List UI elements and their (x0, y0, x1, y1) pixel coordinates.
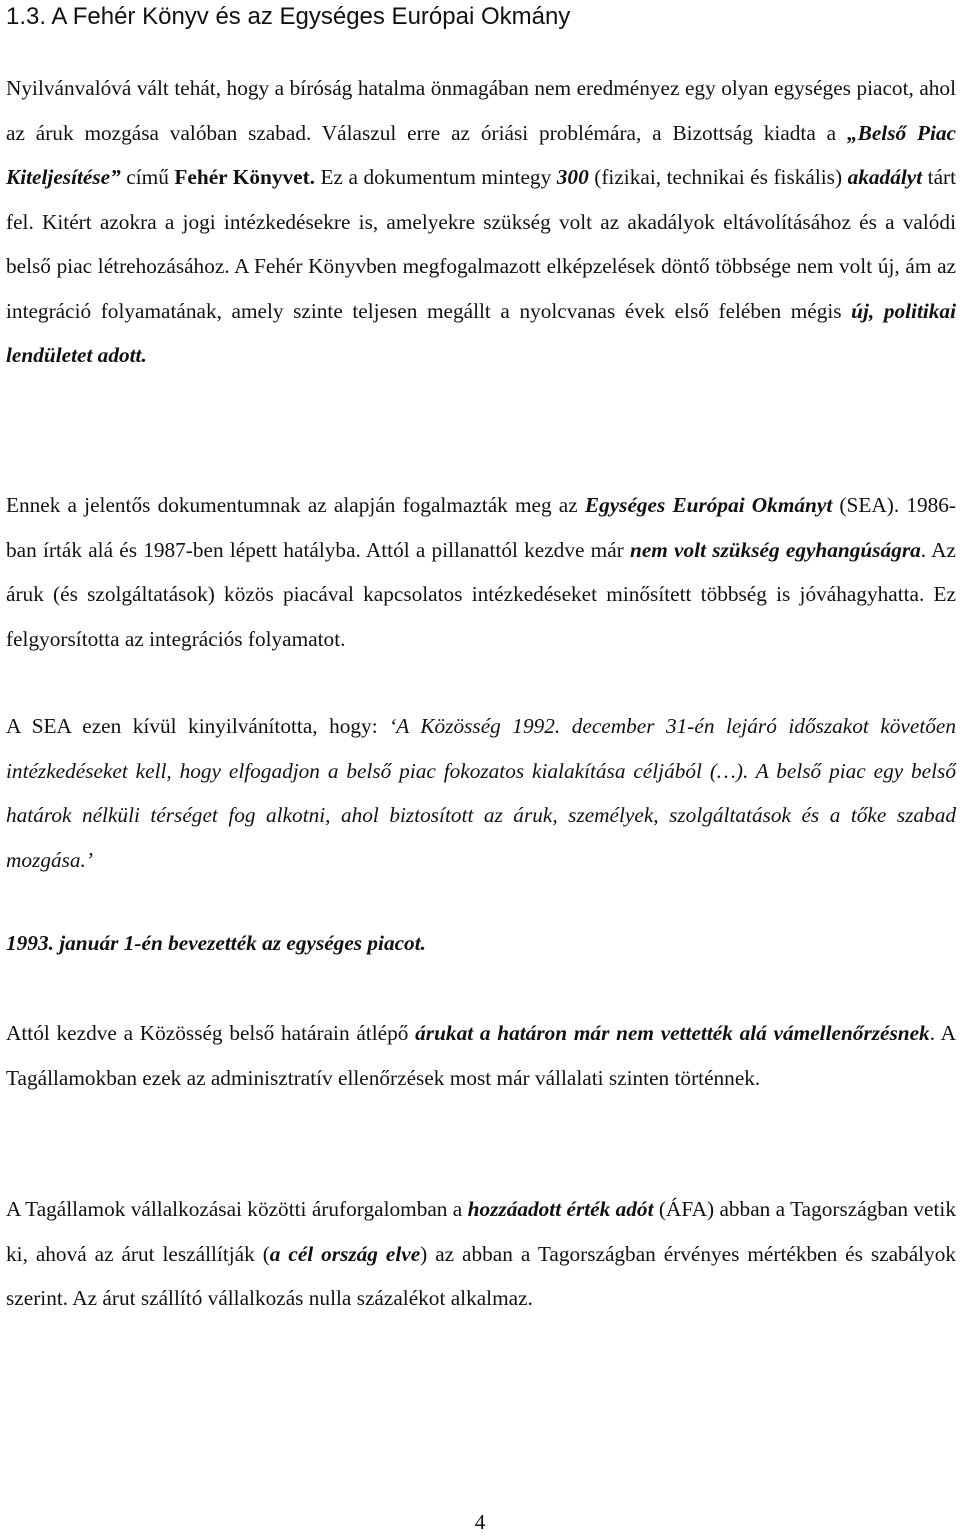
text-run: Ez a dokumentum mintegy (315, 165, 557, 189)
text-run: Egységes Európai Okmányt (584, 493, 833, 517)
page-number: 4 (474, 1510, 486, 1534)
paragraph-white-paper (6, 66, 956, 378)
paragraph-sea-declaration (6, 704, 956, 882)
section-heading: 1.3. A Fehér Könyv és az Egységes Európai Okmány (6, 3, 571, 30)
text-run: című (120, 165, 175, 189)
text-run: tárt fel. Kitért azokra a jogi intézkedésekre is, amelyekre szükség volt az akadályok eltávolításához és a valódi belső piac létrehozásához. A Fehér Könyvben megfogalmazott elképzelések döntő többsége nem volt új, ám az integráció folyamatának, amely szinte teljesen megállt a nyolcvanas évek első felében mégis (6, 165, 957, 323)
text-run: A Tagállamok vállalkozásai közötti áruforgalomban a (6, 1197, 468, 1221)
paragraph-customs (6, 1011, 956, 1100)
paragraph-sea (6, 483, 956, 661)
text-run: akadályt (847, 165, 923, 189)
text-run: ‘A Közösség 1992. december 31-én lejáró időszakot követően intézkedéseket kell, hogy elfogadjon a belső piac fokozatos kialakítása céljából (…). A belső piac egy belső határok nélküli térséget fog alkotni, ahol biztosított az áruk, személyek, szolgáltatások és a tőke szabad mozgása.’ (6, 714, 957, 872)
text-run: „Belső Piac Kiteljesítése” (6, 120, 957, 189)
text-run: (ÁFA) abban a Tagországban vetik ki, ahová az árut leszállítják ( (6, 1197, 956, 1266)
text-run: hozzáadott érték adót (467, 1197, 654, 1221)
text-run: (fizikai, technikai és fiskális) (588, 165, 848, 189)
text-run: . A Tagállamokban ezek az adminisztratív ellenőrzések most már vállalati szinten történnek. (6, 1021, 956, 1090)
text-run: 300 (556, 165, 589, 189)
text-run: ) az abban a Tagországban érvényes mértékben és szabályok szerint. Az árut szállító vállalkozás nulla százalékot alkalmaz. (6, 1241, 957, 1310)
paragraph-single-market-date: 1993. január 1-én bevezették az egységes piacot. (6, 931, 426, 955)
paragraph-vat (6, 1187, 956, 1321)
text-run: új, politikai lendületet adott. (6, 298, 956, 367)
text-run: Fehér Könyvet. (174, 165, 315, 189)
text-run: (SEA). 1986-ban írták alá és 1987-ben lépett hatályba. Attól a pillanattól kezdve már (6, 493, 957, 562)
text-run: . Az áruk (és szolgáltatások) közös piacával kapcsolatos intézkedéseket minősített többség is jóváhagyhatta. Ez felgyorsította az integrációs folyamatot. (6, 537, 956, 651)
text-run: a cél ország elve (269, 1241, 421, 1266)
text-run: Ennek a jelentős dokumentumnak az alapján fogalmazták meg az (6, 493, 585, 517)
text-run: árukat a határon már nem vettették alá vámellenőrzésnek (415, 1021, 930, 1045)
text-run: nem volt szükség egyhangúságra (629, 537, 921, 562)
text-run: Nyilvánvalóvá vált tehát, hogy a bíróság hatalma önmagában nem eredményez egy olyan egységes piacot, ahol az áruk mozgása valóban szabad. Válaszul erre az óriási problémára, a Bizottság kiadta a (6, 76, 956, 145)
text-run: A SEA ezen kívül kinyilvánította, hogy: (6, 714, 390, 738)
text-run: Attól kezdve a Közösség belső határain átlépő (6, 1021, 416, 1045)
